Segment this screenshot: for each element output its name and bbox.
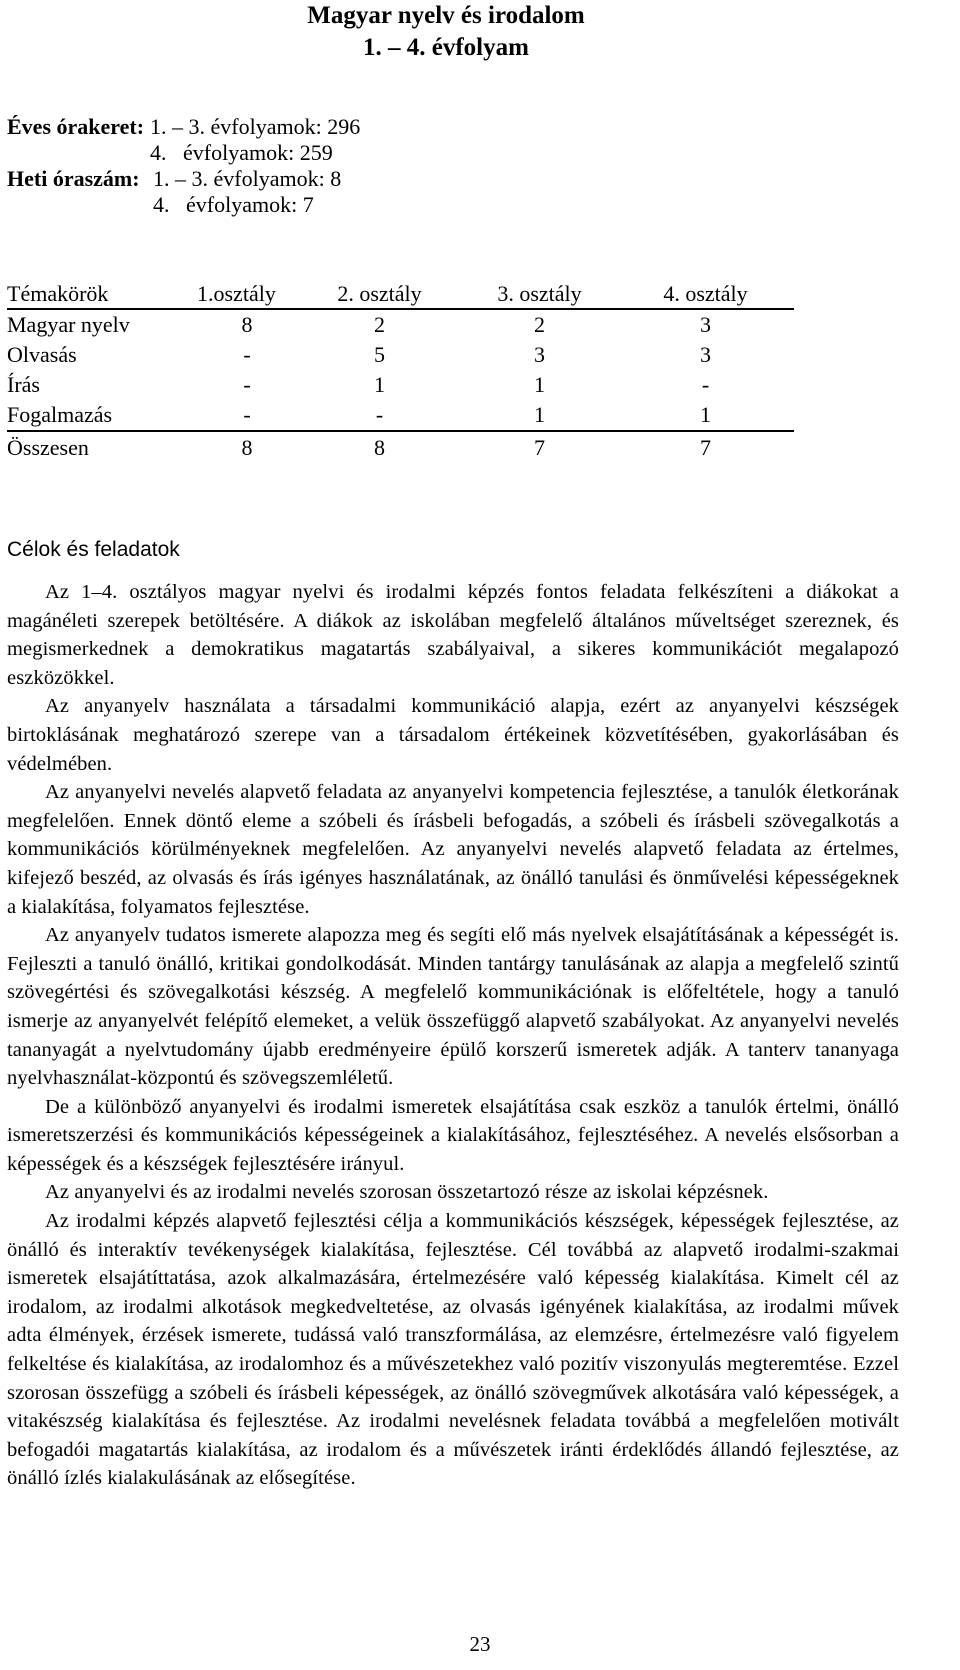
topics-table-header xyxy=(7,280,794,309)
table-cell: 3 xyxy=(700,312,711,337)
table-cell: 5 xyxy=(374,342,385,367)
page-number: 23 xyxy=(469,1632,491,1656)
table-row xyxy=(7,400,794,431)
paragraph: Az anyanyelvi és az irodalmi nevelés szorosan összetartozó része az iskolai képzésnek. xyxy=(45,1181,769,1204)
title-block xyxy=(0,0,960,64)
table-cell: 3 xyxy=(534,342,545,367)
table-cell: 7 xyxy=(700,435,711,460)
table-cell: - xyxy=(243,342,251,367)
table-cell: 1 xyxy=(534,402,545,427)
table-row xyxy=(7,340,794,370)
table-cell: Magyar nyelv xyxy=(7,312,130,337)
table-cell: 2 xyxy=(534,312,545,337)
header-cell: Témakörök xyxy=(7,281,109,306)
header-cell: 3. osztály xyxy=(497,281,582,306)
body-text xyxy=(7,578,899,1493)
section-heading: Célok és feladatok xyxy=(7,538,180,561)
table-cell: - xyxy=(375,402,384,427)
table-cell: 7 xyxy=(534,435,545,460)
weekly-hours-4: 4. évfolyamok: 7 xyxy=(153,192,314,217)
table-row xyxy=(7,370,794,400)
table-cell: 1 xyxy=(534,372,545,397)
table-cell: Olvasás xyxy=(7,342,77,367)
paragraph: Az anyanyelvi nevelés alapvető feladata az anyanyelvi kompetencia fejlesztése, a tanulók életkorának megfelelően. Ennek döntő eleme a szóbeli és írásbeli befogadás, a szóbeli és írásbeli szövegalkotás a kommunikációs körülményeknek megfelelően. Az anyanyelvi nevelés alapvető feladata az értelmes, kifejező beszéd, az olvasás és írás igényes használatának, az önálló tanulási és önművelési képességeknek a kialakítása, folyamatos fejlesztése. xyxy=(7,781,899,918)
annual-hours-1-3: 1. – 3. évfolyamok: 296 xyxy=(150,114,361,139)
table-cell: 2 xyxy=(374,312,385,337)
table-cell: Írás xyxy=(7,372,40,397)
table-cell: - xyxy=(701,372,710,397)
header-cell: 1.osztály xyxy=(197,281,276,306)
annual-hours-4: 4. évfolyamok: 259 xyxy=(150,140,333,165)
header-cell: 4. osztály xyxy=(663,281,748,306)
document-title: Magyar nyelv és irodalom xyxy=(307,2,585,29)
table-cell: 8 xyxy=(241,312,253,337)
weekly-hours-1-3: 1. – 3. évfolyamok: 8 xyxy=(153,166,342,191)
table-cell: 8 xyxy=(241,435,253,460)
table-cell: 8 xyxy=(374,435,385,460)
document-subtitle: 1. – 4. évfolyam xyxy=(363,34,529,61)
paragraph: Az anyanyelv használata a társadalmi kommunikáció alapja, ezért az anyanyelvi készségek birtoklásának meghatározó szerepe van a társadalom értékeinek közvetítésében, gyakorlásában és védelmében. xyxy=(7,695,899,775)
table-cell: 1 xyxy=(374,372,385,397)
annual-hours-label: Éves órakeret: xyxy=(7,114,145,139)
table-cell: - xyxy=(243,402,251,427)
table-cell: Fogalmazás xyxy=(7,402,113,427)
paragraph: De a különböző anyanyelvi és irodalmi ismeretek elsajátítása csak eszköz a tanulók értelmi, önálló ismeretszerzési és kommunikációs képességeinek a kialakításához, fejlesztéséhez. A nevelés elsősorban a képességek és a készségek fejlesztésére irányul. xyxy=(7,1095,899,1175)
table-cell: Összesen xyxy=(7,435,89,460)
table-cell: 3 xyxy=(700,342,711,367)
paragraph: Az irodalmi képzés alapvető fejlesztési célja a kommunikációs készségek, képességek fejlesztése, az önálló és interaktív tevékenységek kialakítása, fejlesztése. Cél továbbá az alapvető irodalmi-szakmai ismeretek elsajátíttatása, azok alkalmazására, értelmezésére való képesség kialakítása. Kimelt cél az irodalom, az irodalmi alkotások megkedveltetése, az olvasás igényének kialakítása, az irodalmi művek adta élmények, érzések ismerete, tudássá való transzformálása, az elemzésre, értelmezésre való figyelem felkeltése és kialakítása, az irodalomhoz és a művészetekhez való pozitív viszonyulás megteremtése. Ezzel szorosan összefügg a szóbeli és írásbeli képességek, az önálló szövegművek alkotására való képességek, a vitakészség kialakítása és fejlesztése. Az irodalmi nevelésnek feladata továbbá a megfelelően motivált befogadói magatartás kialakítása, az irodalom és a művészetek iránti érdeklődés állandó fejlesztése, az önálló ízlés kialakulásának az elősegítése. xyxy=(7,1210,899,1490)
header-cell: 2. osztály xyxy=(337,281,422,306)
table-cell: - xyxy=(243,372,251,397)
table-row xyxy=(7,309,794,340)
topics-table xyxy=(7,280,794,464)
paragraph: Az anyanyelv tudatos ismerete alapozza meg és segíti elő más nyelvek elsajátításának a képességét is. Fejleszti a tanuló önálló, kritikai gondolkodását. Minden tantárgy tanulásának az alapja a megfelelő szintű szövegértési és szövegalkotási készség. A megfelelő kommunikációnak is előfeltétele, hogy a tanuló ismerje az anyanyelvét felépítő elemeket, a velük összefüggő alapvető szabályokat. Az anyanyelvi nevelés tananyagát a nyelvtudomány újabb eredményeire épülő korszerű ismeretek adják. A tanterv tananyaga nyelvhasználat-központú és szövegszemléletű. xyxy=(7,924,899,1090)
table-cell: 1 xyxy=(700,402,711,427)
table-total-row xyxy=(7,431,794,464)
paragraph: Az 1–4. osztályos magyar nyelvi és irodalmi képzés fontos feladata felkészíteni a diákokat a magánéleti szerepek betöltésére. A diákok az iskolában megfelelő általános műveltséget szereznek, és megismerkednek a demokratikus magatartás szabályaival, a sikeres kommunikációt megalapozó eszközökkel. xyxy=(7,581,899,689)
weekly-hours-label: Heti óraszám: xyxy=(7,166,140,191)
